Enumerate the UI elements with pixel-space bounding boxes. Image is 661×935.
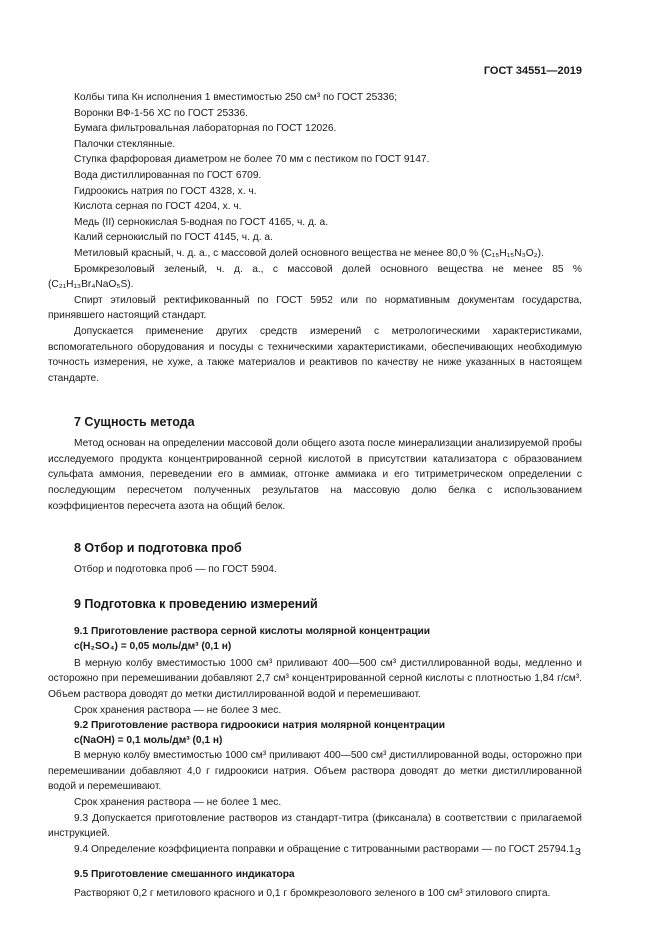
reagent-item-naoh: Гидроокись натрия по ГОСТ 4328, х. ч. <box>74 185 257 197</box>
section-9-title: 9 Подготовка к проведению измерений <box>74 596 318 611</box>
subsection-9-3-text: 9.3 Допускается приготовление растворов из стандарт-титра (фиксанала) в соответствии с прилагаемой инструкцией. <box>48 812 582 840</box>
reagent-item-k2so4: Калий сернокислый по ГОСТ 4145, ч. д. а. <box>74 232 273 244</box>
reagent-item-ethanol: Спирт этиловый ректификованный по ГОСТ 5952 или по нормативным документам государства, принявшего настоящий стандарт. <box>48 294 582 322</box>
section-8-title: 8 Отбор и подготовка проб <box>74 541 242 556</box>
alternatives-paragraph: Допускается применение других средств измерений с метрологическими характеристиками, вспомогательного оборудования и посуды с техническими характеристиками, обеспечивающих необходимую точность измерения, не хуже, а также материалов и реактивов по качеству не ниже указанных в настоящем стандарте. <box>48 325 582 384</box>
section-7-text: Метод основан на определении массовой доли общего азота после минерализации анализируемой пробы исследуемого продукта концентрированной серной кислотой в присутствии катализатора с образованием сульфата аммония, переведении его в аммиак, отгонке аммиака и его титриметрическом определении с последующим пересчетом полученных результатов на массовую долю белка с использованием коэффициентов пересчета азота на общий белок. <box>48 438 582 512</box>
equipment-item-flask: Колбы типа Кн исполнения 1 вместимостью 250 см³ по ГОСТ 25336; <box>74 92 398 103</box>
section-7-title: 7 Сущность метода <box>74 415 195 430</box>
subsection-9-2-text: В мерную колбу вместимостью 1000 см³ приливают 400—500 см³ дистиллированной воды, осторожно при перемешивании добавляют 4,0 г гидроокиси натрия. Объем раствора доводят до метки дистиллированной водой и перемешивают. <box>48 750 582 793</box>
subsection-9-5-text: Растворяют 0,2 г метилового красного и 0,1 г бромкрезолового зеленого в 100 см³ этилового спирта. <box>74 888 551 900</box>
page-number: 3 <box>575 846 581 858</box>
page-content <box>48 90 582 902</box>
reagent-item-water: Вода дистиллированная по ГОСТ 6709. <box>74 169 262 181</box>
reagent-item-cuso4: Медь (II) сернокислая 5-водная по ГОСТ 4165, ч. д. а. <box>74 216 329 228</box>
equipment-item-mortar: Ступка фарфоровая диаметром не более 70 мм с пестиком по ГОСТ 9147. <box>74 154 430 166</box>
equipment-item-glass-rods: Палочки стеклянные. <box>74 138 176 150</box>
subsection-9-2-storage: Срок хранения раствора — не более 1 мес. <box>74 797 282 808</box>
subsection-9-1-storage: Срок хранения раствора — не более 3 мес. <box>74 704 282 716</box>
equipment-item-funnels: Воронки ВФ-1-56 ХС по ГОСТ 25336. <box>74 107 248 119</box>
document-number: ГОСТ 34551—2019 <box>483 65 582 77</box>
subsection-9-1-formula: c(H₂SO₄) = 0,05 моль/дм³ (0,1 н) <box>74 640 232 652</box>
subsection-9-2-formula: c(NaOH) = 0,1 моль/дм³ (0,1 н) <box>74 735 223 747</box>
subsection-9-4-text: 9.4 Определение коэффициента поправки и обращение с титрованными растворами — по ГОСТ 25794.1. <box>74 843 578 855</box>
reagent-item-methyl-red: Метиловый красный, ч. д. а., с массовой долей основного вещества не менее 80,0 % (C₁₅H₁₅N₃O₂). <box>74 247 544 259</box>
subsection-9-1-text: В мерную колбу вместимостью 1000 см³ приливают 400—500 см³ дистиллированной воды, медленно и осторожно при перемешивании добавляют 2,7 см³ концентрированной серной кислоты с плотностью 1,84 г/см³. Объем раствора доводят до метки дистиллированной водой и перемешивают. <box>48 657 582 701</box>
reagent-item-h2so4: Кислота серная по ГОСТ 4204, х. ч. <box>74 201 242 213</box>
section-8-text: Отбор и подготовка проб — по ГОСТ 5904. <box>74 564 277 576</box>
subsection-9-1-title: 9.1 Приготовление раствора серной кислоты молярной концентрации <box>74 625 431 637</box>
reagent-item-bromocresol: Бромкрезоловый зеленый, ч. д. а., с массовой долей основного вещества не менее 85 % (C₂₁H₁₃Br₄NaO₅S). <box>48 263 582 291</box>
subsection-9-2-title: 9.2 Приготовление раствора гидроокиси натрия молярной концентрации <box>74 720 446 732</box>
subsection-9-5-title: 9.5 Приготовление смешанного индикатора <box>74 869 295 881</box>
equipment-item-filter-paper: Бумага фильтровальная лабораторная по ГОСТ 12026. <box>74 123 337 135</box>
